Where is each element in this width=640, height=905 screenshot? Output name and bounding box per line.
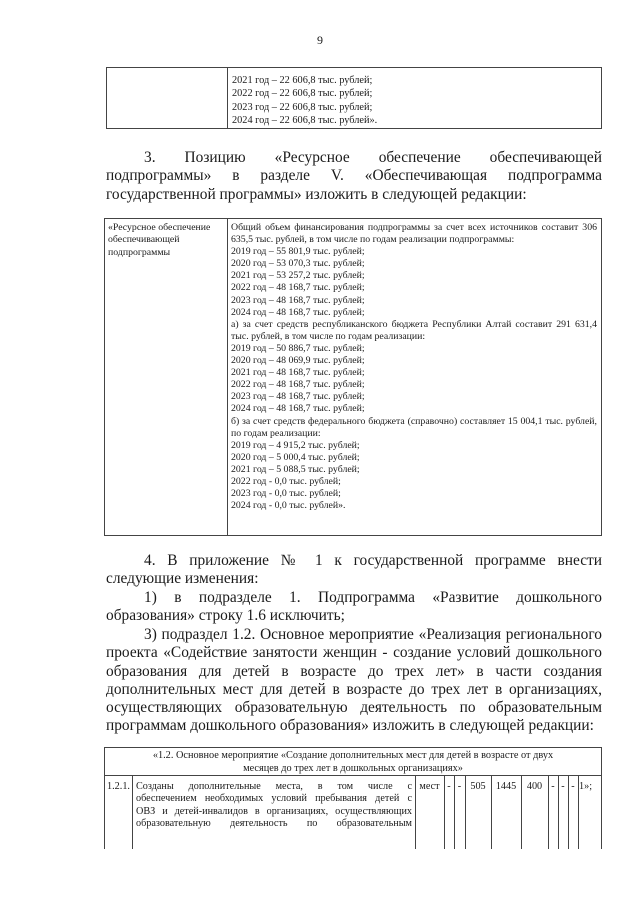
total-year-2020: 2020 год – 53 070,3 тыс. рублей; <box>231 258 365 270</box>
federal-year-2022: 2022 год - 0,0 тыс. рублей; <box>231 475 341 487</box>
paragraph-line: образования для детей в возрасте до трех лет» в части создания <box>106 662 602 680</box>
col-divider <box>132 776 133 849</box>
row-cell: - <box>551 781 555 792</box>
row-description <box>136 781 412 830</box>
funding-table-top <box>106 67 602 129</box>
resource-value-cell <box>231 222 597 512</box>
table-cell-years <box>232 74 592 128</box>
total-year-2021: 2021 год – 53 257,2 тыс. рублей; <box>231 270 365 282</box>
paragraph-line: 3. Позицию «Ресурсное обеспечение обеспечивающей <box>144 149 602 166</box>
table-row <box>105 776 601 849</box>
paragraph-4 <box>106 552 602 589</box>
paragraph-3 <box>106 149 602 204</box>
table-line: 2024 год – 22 606,8 тыс. рублей». <box>232 115 378 127</box>
table-line: 2023 год – 22 606,8 тыс. рублей; <box>232 101 373 113</box>
page-number: 9 <box>317 33 323 47</box>
item-1 <box>106 589 602 626</box>
regional-year-2020: 2020 год – 48 069,9 тыс. рублей; <box>231 355 365 367</box>
desc-line: Созданы дополнительные места, в том числе с <box>136 781 412 792</box>
paragraph-line: образования» строку 1.6 исключить; <box>106 607 345 625</box>
label-line: подпрограммы <box>108 246 171 258</box>
paragraph-line: 3) подраздел 1.2. Основное мероприятие «Реализация регионального <box>144 626 602 643</box>
regional-year-2024: 2024 год – 48 168,7 тыс. рублей; <box>231 403 365 415</box>
table-divider <box>227 219 228 535</box>
row-cell: 400 <box>526 781 543 792</box>
total-year-2024: 2024 год – 48 168,7 тыс. рублей; <box>231 306 365 318</box>
total-intro: Общий объем финансирования подпрограммы за счет всех источников составит 306 635,5 тыс. рублей, в том числе по годам реализации подпрограммы: <box>231 222 597 246</box>
federal-year-2019: 2019 год – 4 915,2 тыс. рублей; <box>231 439 360 451</box>
paragraph-line: 1) в подразделе 1. Подпрограмма «Развитие дошкольного <box>144 589 602 606</box>
measures-table-header <box>105 748 601 776</box>
paragraph-line: осуществляющих образовательную деятельность по образовательным <box>106 699 602 717</box>
paragraph-line: следующие изменения: <box>106 570 259 588</box>
paragraph-line: 4. В приложение № 1 к государственной программе внести <box>144 552 602 569</box>
total-year-2022: 2022 год – 48 168,7 тыс. рублей; <box>231 282 365 294</box>
paragraph-line: проекта «Содействие занятости женщин - создание условий дошкольного <box>106 644 602 662</box>
row-cell: - <box>457 781 462 792</box>
federal-year-2020: 2020 год – 5 000,4 тыс. рублей; <box>231 451 360 463</box>
total-year-2019: 2019 год – 55 801,9 тыс. рублей; <box>231 246 365 258</box>
desc-line: образовательную деятельность по образовательным <box>136 817 412 829</box>
row-cell: 1»; <box>579 781 593 792</box>
row-cell: - <box>571 781 575 792</box>
paragraph-line: программам дошкольного образования» изложить в следующей редакции: <box>106 717 594 735</box>
federal-year-2023: 2023 год - 0,0 тыс. рублей; <box>231 488 341 500</box>
table-line: 2021 год – 22 606,8 тыс. рублей; <box>232 75 373 86</box>
row-cell: - <box>447 781 451 792</box>
header-line: месяцев до трех лет в дошкольных организациях» <box>243 762 463 774</box>
resource-label-cell <box>108 222 225 259</box>
row-code: 1.2.1. <box>107 781 130 792</box>
regional-intro: а) за счет средств республиканского бюджета Республики Алтай составит 291 631,4 тыс. рублей, в том числе по годам реализации: <box>231 318 597 342</box>
row-cell: - <box>561 781 565 792</box>
regional-year-2023: 2023 год – 48 168,7 тыс. рублей; <box>231 391 365 403</box>
row-cell: 1445 <box>495 781 517 792</box>
regional-year-2022: 2022 год – 48 168,7 тыс. рублей; <box>231 379 365 391</box>
regional-year-2021: 2021 год – 48 168,7 тыс. рублей; <box>231 367 365 379</box>
label-line: «Ресурсное обеспечение <box>108 222 211 233</box>
paragraph-line: дополнительных мест для детей в возрасте до трех лет в организациях, <box>106 680 602 698</box>
row-unit: мест <box>419 781 440 792</box>
federal-year-2021: 2021 год – 5 088,5 тыс. рублей; <box>231 463 360 475</box>
desc-line: ОВЗ и детей-инвалидов в организациях, осуществляющих <box>136 805 412 817</box>
total-year-2023: 2023 год – 48 168,7 тыс. рублей; <box>231 294 365 306</box>
measures-table <box>104 747 602 849</box>
header-line: «1.2. Основное мероприятие «Создание дополнительных мест для детей в возрасте от двух <box>152 750 554 761</box>
resource-table <box>104 218 602 536</box>
paragraph-line: подпрограммы» в разделе V. «Обеспечивающая подпрограмма <box>106 167 602 185</box>
federal-intro: б) за счет средств федерального бюджета (справочно) составляет 15 004,1 тыс. рублей, по годам реализации: <box>231 415 597 439</box>
regional-year-2019: 2019 год – 50 886,7 тыс. рублей; <box>231 342 365 354</box>
label-line: обеспечивающей <box>108 234 180 246</box>
federal-year-2024: 2024 год - 0,0 тыс. рублей». <box>231 500 346 512</box>
row-cell: 505 <box>470 781 486 792</box>
desc-line: обеспечением необходимых условий пребывания детей с <box>136 793 412 805</box>
paragraph-line: государственной программы» изложить в следующей редакции: <box>106 185 527 203</box>
table-line: 2022 год – 22 606,8 тыс. рублей; <box>232 88 373 100</box>
table-divider <box>227 68 228 128</box>
item-3 <box>106 626 602 736</box>
